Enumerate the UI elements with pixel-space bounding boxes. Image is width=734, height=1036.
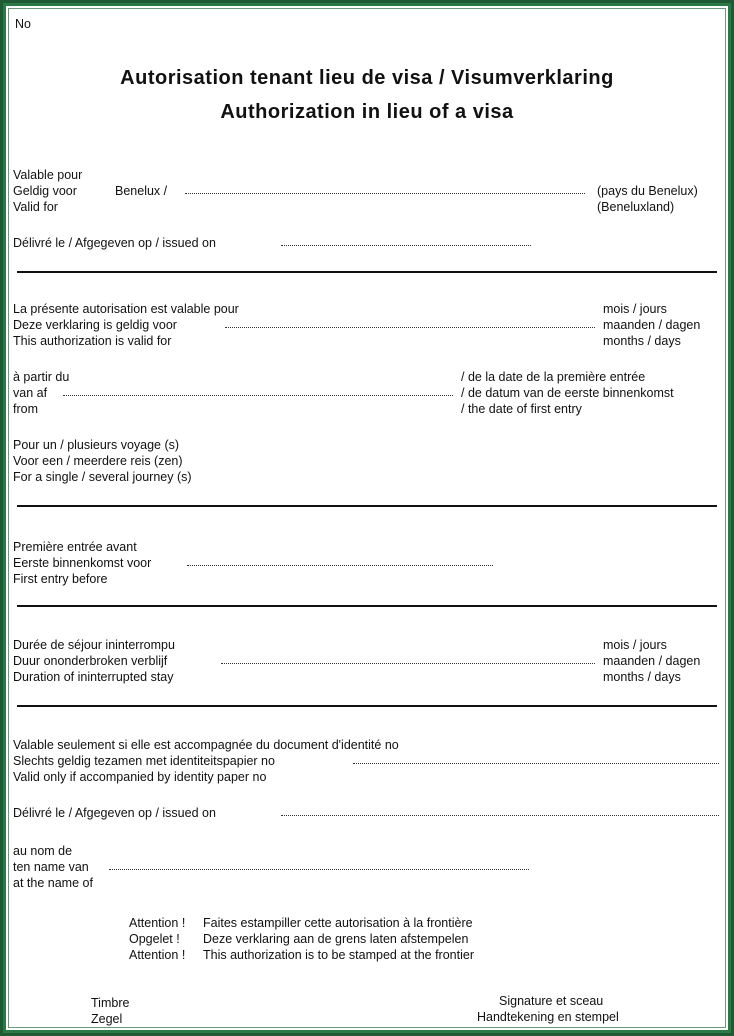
document-frame	[3, 3, 731, 1033]
identity-nl: Slechts geldig tezamen met identiteitspapier no	[13, 754, 275, 768]
first-entry-en: First entry before	[13, 572, 108, 586]
attention-en-text: This authorization is to be stamped at the frontier	[203, 948, 474, 962]
first-entry-field[interactable]	[187, 565, 493, 566]
duration-field[interactable]	[221, 663, 595, 664]
validity-en: This authorization is valid for	[13, 334, 172, 348]
attention-nl-text: Deze verklaring aan de grens laten afstempelen	[203, 932, 469, 946]
form-page	[8, 8, 726, 1028]
attention-en-label: Attention !	[129, 948, 186, 962]
duration-nl: Duur ononderbroken verblijf	[13, 654, 168, 668]
validity-unit-en: months / days	[603, 334, 681, 348]
attention-nl-label: Opgelet !	[129, 932, 180, 946]
duration-fr: Durée de séjour ininterrompu	[13, 638, 175, 652]
signature-label-nl: Handtekening en stempel	[477, 1010, 619, 1024]
duration-unit-en: months / days	[603, 670, 681, 684]
validity-nl: Deze verklaring is geldig voor	[13, 318, 177, 332]
attention-fr-text: Faites estampiller cette autorisation à la frontière	[203, 916, 473, 930]
section-divider	[17, 605, 717, 607]
benelux-right-nl: (Beneluxland)	[597, 200, 675, 214]
form-title-line1: Autorisation tenant lieu de visa / Visumverklaring	[120, 67, 614, 89]
name-fr: au nom de	[13, 844, 73, 858]
section-divider	[17, 705, 717, 707]
from-nl: van af	[13, 386, 48, 400]
from-right-en: / the date of first entry	[461, 402, 582, 416]
attention-fr-label: Attention !	[129, 916, 186, 930]
benelux-label: Benelux /	[115, 184, 168, 198]
journeys-fr: Pour un / plusieurs voyage (s)	[13, 438, 180, 452]
from-en: from	[13, 402, 38, 416]
name-nl: ten name van	[13, 860, 89, 874]
first-entry-nl: Eerste binnenkomst voor	[13, 556, 152, 570]
form-number-label: No	[15, 17, 31, 31]
stamp-label-fr: Timbre	[91, 996, 130, 1010]
from-right-fr: / de la date de la première entrée	[461, 370, 646, 384]
section-divider	[17, 505, 717, 507]
identity-paper-field[interactable]	[353, 763, 719, 764]
identity-fr: Valable seulement si elle est accompagnée du document d'identité no	[13, 738, 399, 752]
valid-for-fr: Valable pour	[13, 168, 83, 182]
form-title-line2: Authorization in lieu of a visa	[220, 101, 514, 123]
from-date-field[interactable]	[63, 395, 453, 396]
signature-label-fr: Signature et sceau	[499, 994, 604, 1008]
holder-name-field[interactable]	[109, 869, 529, 870]
journeys-en: For a single / several journey (s)	[13, 470, 192, 484]
validity-fr: La présente autorisation est valable pour	[13, 302, 239, 316]
issued-on-label: Délivré le / Afgegeven op / issued on	[13, 236, 216, 250]
validity-unit-fr: mois / jours	[603, 302, 667, 316]
identity-en: Valid only if accompanied by identity paper no	[13, 770, 267, 784]
validity-unit-nl: maanden / dagen	[603, 318, 701, 332]
first-entry-fr: Première entrée avant	[13, 540, 137, 554]
from-fr: à partir du	[13, 370, 70, 384]
duration-unit-fr: mois / jours	[603, 638, 667, 652]
issued-on-field-2[interactable]	[281, 815, 719, 816]
duration-en: Duration of ininterrupted stay	[13, 670, 174, 684]
issued-on-label-2: Délivré le / Afgegeven op / issued on	[13, 806, 216, 820]
validity-field[interactable]	[225, 327, 595, 328]
duration-unit-nl: maanden / dagen	[603, 654, 701, 668]
benelux-country-field[interactable]	[185, 193, 585, 194]
name-en: at the name of	[13, 876, 93, 890]
stamp-label-nl: Zegel	[91, 1012, 123, 1026]
from-right-nl: / de datum van de eerste binnenkomst	[461, 386, 674, 400]
issued-on-field[interactable]	[281, 245, 531, 246]
journeys-nl: Voor een / meerdere reis (zen)	[13, 454, 183, 468]
benelux-right-fr: (pays du Benelux)	[597, 184, 698, 198]
section-divider	[17, 271, 717, 273]
valid-for-en: Valid for	[13, 200, 58, 214]
valid-for-nl: Geldig voor	[13, 184, 77, 198]
